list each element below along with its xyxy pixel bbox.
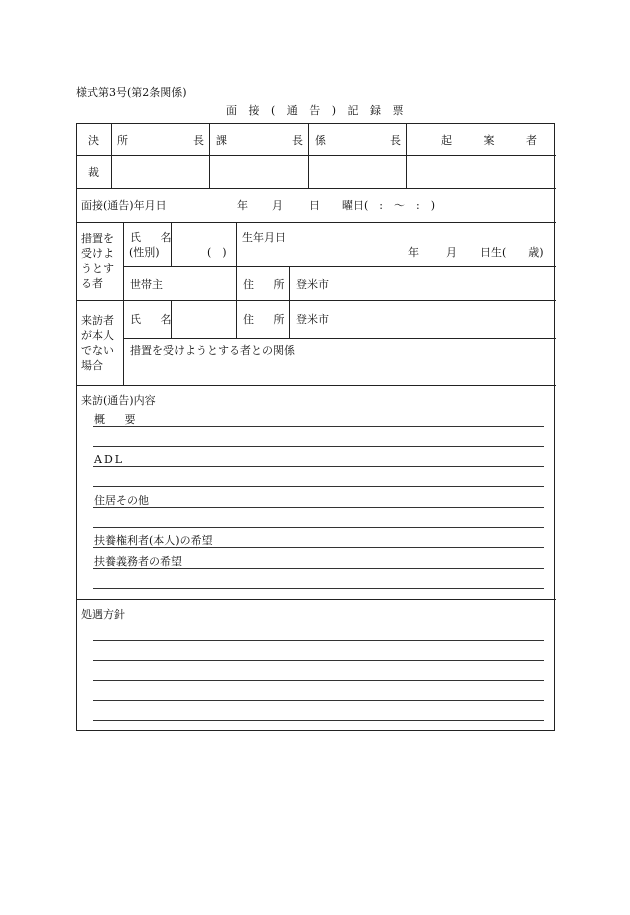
writing-line [93, 720, 544, 721]
approval-label-top: 決 [88, 134, 99, 147]
rule [76, 188, 556, 189]
visitor-label: 来訪者 が本人 でない 場合 [81, 314, 114, 372]
subject-birth-month: 月 [446, 246, 457, 259]
subject-label: 措置を 受けよ うとす る者 [81, 232, 114, 290]
subject-birth-day-age: 日生( 歳) [480, 246, 544, 259]
rule [76, 222, 556, 223]
housing-label: 住居その他 [94, 494, 149, 507]
visitor-address-label: 住 所 [243, 313, 293, 326]
rule [123, 266, 556, 267]
householder-label: 世帯主 [130, 278, 163, 291]
interview-weekday-time: 曜日( : 〜 : ) [342, 199, 435, 212]
interview-year: 年 [237, 199, 248, 212]
rule [111, 123, 112, 188]
approval-section-b: 長 [292, 134, 303, 147]
approval-unit-b: 長 [390, 134, 401, 147]
rule [308, 123, 309, 188]
subject-sex-field: ( ) [207, 246, 227, 259]
obligor-wish-label: 扶養義務者の希望 [94, 555, 182, 568]
approval-section-a: 課 [216, 134, 227, 147]
writing-line [93, 507, 544, 508]
approval-drafter: 起 案 者 [441, 134, 551, 147]
rule [171, 222, 172, 266]
rule [123, 338, 556, 339]
subject-address-label: 住 所 [243, 278, 293, 291]
approval-director-b: 長 [193, 134, 204, 147]
rule [289, 266, 290, 338]
visitor-relation-label: 措置を受けようとする者との関係 [130, 344, 295, 357]
writing-line [93, 486, 544, 487]
policy-label: 処遇方針 [81, 608, 125, 621]
visitor-name-label: 氏 名 [130, 313, 180, 326]
rule [76, 385, 556, 386]
writing-line [93, 588, 544, 589]
rule [76, 300, 556, 301]
approval-unit-a: 係 [315, 134, 326, 147]
writing-line [93, 680, 544, 681]
writing-line [93, 466, 544, 467]
writing-line [93, 547, 544, 548]
adl-label: ADL [94, 453, 125, 466]
rule [406, 123, 407, 188]
rule [123, 222, 124, 385]
subject-birth-year: 年 [408, 246, 419, 259]
subject-name-label: 氏 名 [130, 231, 180, 244]
rule [236, 222, 237, 300]
form-title: 面 接 ( 通 告 ) 記 録 票 [226, 104, 408, 117]
writing-line [93, 660, 544, 661]
writing-line [93, 640, 544, 641]
writing-line [93, 527, 544, 528]
interview-day: 日 [309, 199, 320, 212]
interview-date-label: 面接(通告)年月日 [81, 199, 167, 212]
content-label: 来訪(通告)内容 [81, 394, 156, 407]
interview-month: 月 [272, 199, 283, 212]
writing-line [93, 568, 544, 569]
rule [76, 155, 556, 156]
overview-label: 概 要 [94, 413, 144, 426]
subject-sex-label: (性別) [129, 246, 160, 259]
writing-line [93, 700, 544, 701]
writing-line [93, 446, 544, 447]
rule [209, 123, 210, 188]
approval-label-bottom: 裁 [88, 166, 99, 179]
form-number: 様式第3号(第2条関係) [76, 86, 187, 99]
visitor-address-value: 登米市 [296, 313, 329, 326]
subject-birth-label: 生年月日 [242, 231, 286, 244]
writing-line [93, 426, 544, 427]
rule [76, 599, 556, 600]
rule [236, 300, 237, 338]
beneficiary-wish-label: 扶養権利者(本人)の希望 [94, 534, 213, 547]
approval-director-a: 所 [117, 134, 128, 147]
subject-address-value: 登米市 [296, 278, 329, 291]
